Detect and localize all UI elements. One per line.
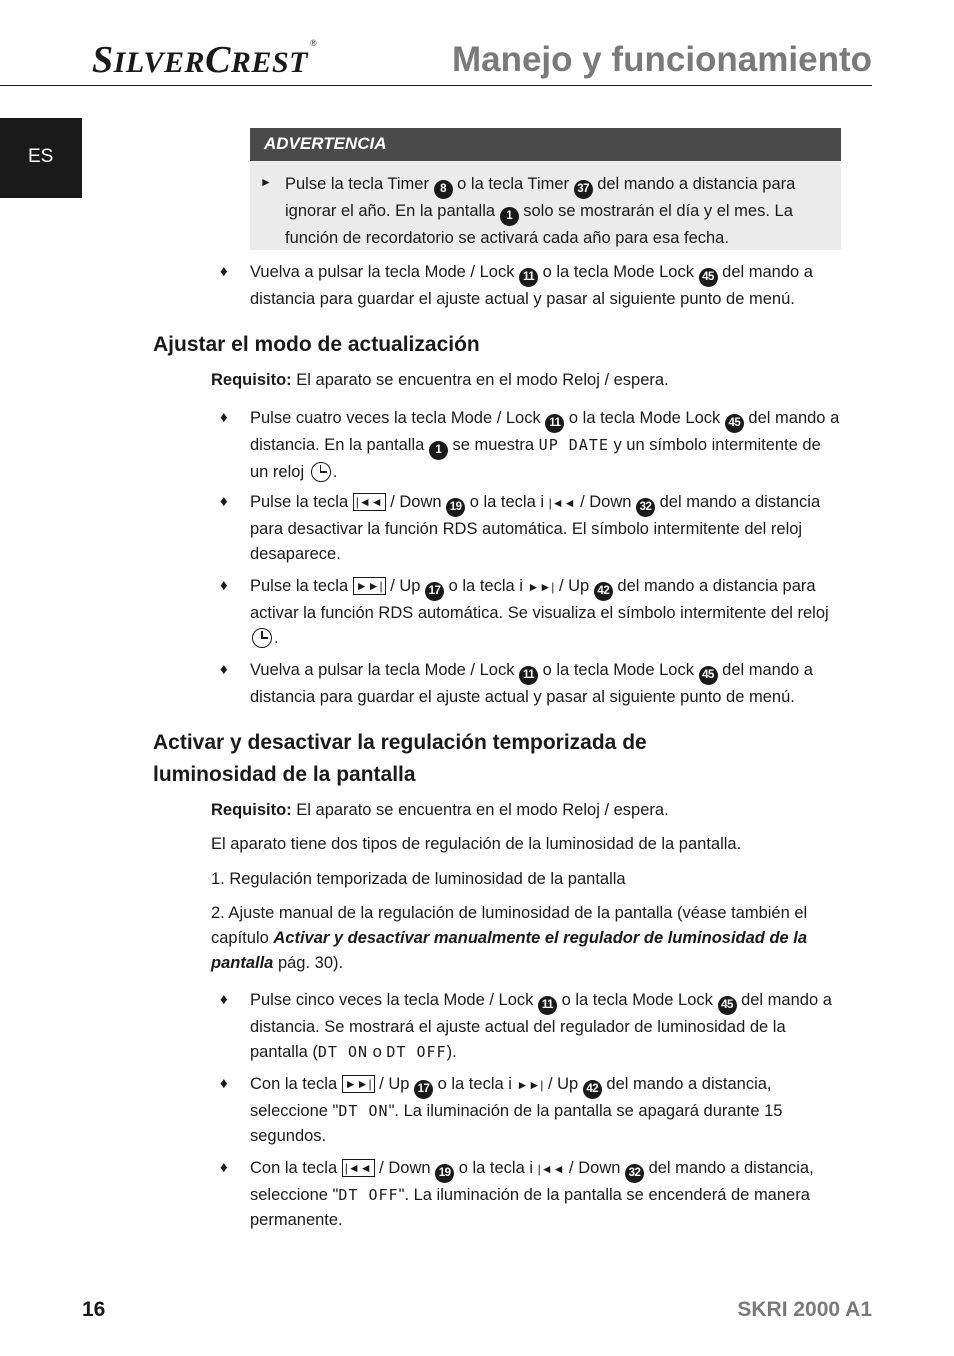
arrow-icon: ► xyxy=(260,175,272,189)
list-item: Vuelva a pulsar la tecla Mode / Lock 11 o la tecla Mode Lock 45 del mando a distancia para guardar el ajuste actual y pasar al siguiente punto de menú. xyxy=(250,263,813,308)
section-heading: Ajustar el modo de actualización xyxy=(153,333,480,356)
skip-back-icon: |◄◄ xyxy=(537,1162,565,1176)
requirement: Requisito: El aparato se encuentra en el modo Reloj / espera. xyxy=(211,371,669,389)
list-item: Con la tecla ►►| / Up 17 o la tecla i ►►| / Up 42 del mando a distancia, seleccione "DT ON". La iluminación de la pantalla se apagará durante 15 segundos. xyxy=(250,1075,783,1145)
bullet-icon: ♦ xyxy=(220,493,228,510)
ref-number: 8 xyxy=(434,180,453,199)
brand-logo: SILVERCREST® xyxy=(92,38,318,81)
clock-icon xyxy=(252,628,272,648)
requirement: Requisito: El aparato se encuentra en el modo Reloj / espera. xyxy=(211,801,669,819)
skip-back-key-icon: |◄◄ xyxy=(342,1159,375,1177)
language-tab: ES xyxy=(0,118,82,198)
skip-forward-key-icon: ►►| xyxy=(342,1075,375,1093)
warning-box xyxy=(250,161,841,250)
bullet-icon: ♦ xyxy=(220,661,228,678)
paragraph: 1. Regulación temporizada de luminosidad de la pantalla xyxy=(211,870,626,888)
list-item: Vuelva a pulsar la tecla Mode / Lock 11 o la tecla Mode Lock 45 del mando a distancia para guardar el ajuste actual y pasar al siguiente punto de menú. xyxy=(250,661,813,706)
list-item: Pulse la tecla |◄◄ / Down 19 o la tecla i |◄◄ / Down 32 del mando a distancia para desactivar la función RDS automática. El símbolo intermitente del reloj desaparece. xyxy=(250,493,821,563)
skip-back-icon: |◄◄ xyxy=(548,496,576,510)
warning-text: Pulse la tecla Timer 8 o la tecla Timer 37 del mando a distancia para ignorar el año. En la pantalla 1 solo se mostrarán el día y el mes. La función de recordatorio se activará cada año para esa fecha. xyxy=(285,175,796,247)
bullet-icon: ♦ xyxy=(220,991,228,1008)
header-rule xyxy=(0,85,872,86)
warning-heading: ADVERTENCIA xyxy=(250,128,841,161)
skip-forward-key-icon: ►►| xyxy=(353,577,386,595)
model-name: SKRI 2000 A1 xyxy=(737,1298,872,1321)
bullet-icon: ♦ xyxy=(220,1159,228,1176)
clock-icon xyxy=(311,462,331,482)
ref-number: 1 xyxy=(500,207,519,226)
page-title: Manejo y funcionamiento xyxy=(451,40,872,79)
page-number: 16 xyxy=(82,1298,106,1321)
bullet-icon: ♦ xyxy=(220,263,228,280)
paragraph: 2. Ajuste manual de la regulación de luminosidad de la pantalla (véase también el capítulo Activar y desactivar manualmente el regulador de luminosidad de la pantalla pág. 30). xyxy=(211,904,808,972)
ref-number: 37 xyxy=(574,180,593,199)
bullet-icon: ♦ xyxy=(220,409,228,426)
list-item: Pulse la tecla ►►| / Up 17 o la tecla i ►►| / Up 42 del mando a distancia para activar la función RDS automática. Se visualiza el símbolo intermitente del reloj . xyxy=(250,577,829,647)
bullet-icon: ♦ xyxy=(220,1075,228,1092)
bullet-icon: ♦ xyxy=(220,577,228,594)
section-heading: Activar y desactivar la regulación temporizada de luminosidad de la pantalla xyxy=(153,731,647,786)
skip-back-key-icon: |◄◄ xyxy=(353,493,386,511)
skip-forward-icon: ►►| xyxy=(527,580,555,594)
list-item: Con la tecla |◄◄ / Down 19 o la tecla i |◄◄ / Down 32 del mando a distancia, seleccione "DT OFF". La iluminación de la pantalla se encenderá de manera permanente. xyxy=(250,1159,814,1229)
list-item: Pulse cuatro veces la tecla Mode / Lock 11 o la tecla Mode Lock 45 del mando a distancia. En la pantalla 1 se muestra UP DATE y un símbolo intermitente de un reloj . xyxy=(250,409,840,481)
list-item: Pulse cinco veces la tecla Mode / Lock 11 o la tecla Mode Lock 45 del mando a distancia. Se mostrará el ajuste actual del regulador de luminosidad de la pantalla (DT ON o DT OFF). xyxy=(250,991,832,1061)
paragraph: El aparato tiene dos tipos de regulación de la luminosidad de la pantalla. xyxy=(211,835,742,853)
lcd-text: UP DATE xyxy=(538,436,609,454)
skip-forward-icon: ►►| xyxy=(516,1078,544,1092)
